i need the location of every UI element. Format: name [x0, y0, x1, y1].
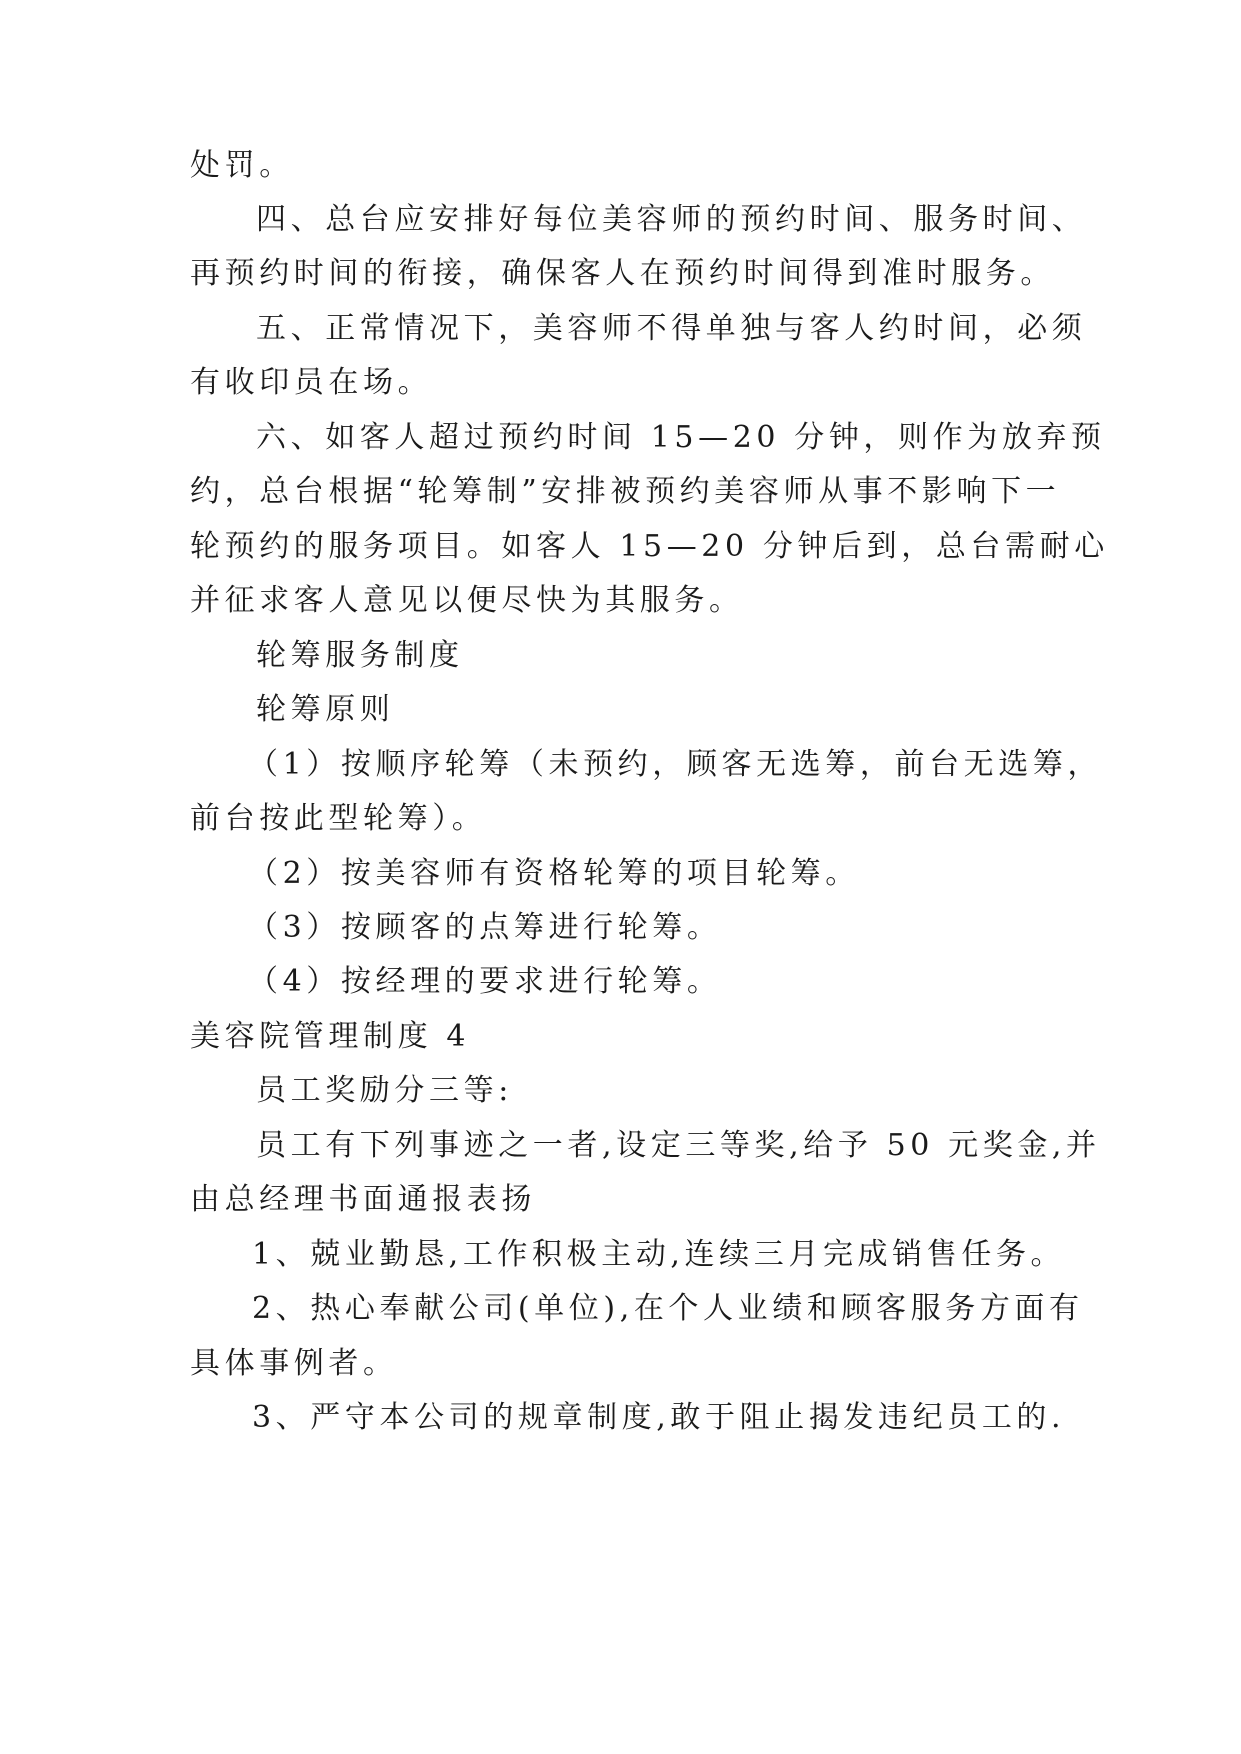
text-line-24: 3、严守本公司的规章制度,敢于阻止揭发违纪员工的. [252, 1400, 1066, 1435]
text-line-13: 前台按此型轮筹）。 [190, 801, 487, 836]
text-line-2: 四、总台应安排好每位美容师的预约时间、服务时间、 [256, 202, 1087, 237]
section-heading-rotation-service: 轮筹服务制度 [256, 638, 464, 673]
text-line-16: （4）按经理的要求进行轮筹。 [248, 964, 722, 999]
text-line-8: 轮预约的服务项目。如客人 15—20 分钟后到，总台需耐心 [190, 529, 1109, 564]
text-line-23: 具体事例者。 [190, 1346, 398, 1381]
section-heading-rotation-principle: 轮筹原则 [256, 692, 395, 727]
text-line-20: 由总经理书面通报表扬 [190, 1182, 536, 1217]
text-line-4: 五、正常情况下，美容师不得单独与客人约时间，必须 [256, 311, 1087, 346]
text-line-15: （3）按顾客的点筹进行轮筹。 [248, 910, 722, 945]
text-line-19: 员工有下列事迹之一者,设定三等奖,给予 50 元奖金,并 [256, 1128, 1101, 1163]
text-line-22: 2、热心奉献公司(单位),在个人业绩和顾客服务方面有 [252, 1291, 1084, 1326]
text-line-1: 处罚。 [190, 148, 294, 183]
text-line-18: 员工奖励分三等: [256, 1073, 513, 1108]
text-line-7: 约，总台根据“轮筹制”安排被预约美容师从事不影响下一 [190, 474, 1061, 509]
text-line-14: （2）按美容师有资格轮筹的项目轮筹。 [248, 856, 860, 891]
text-line-12: （1）按顺序轮筹（未预约，顾客无选筹，前台无选筹， [248, 747, 1103, 782]
text-line-9: 并征求客人意见以便尽快为其服务。 [190, 583, 744, 618]
text-line-5: 有收印员在场。 [190, 365, 433, 400]
text-line-6: 六、如客人超过预约时间 15—20 分钟，则作为放弃预 [256, 420, 1106, 455]
text-line-21: 1、兢业勤恳,工作积极主动,连续三月完成销售任务。 [252, 1237, 1066, 1272]
section-title-management-4: 美容院管理制度 4 [190, 1019, 471, 1054]
text-line-3: 再预约时间的衔接，确保客人在预约时间得到准时服务。 [190, 256, 1055, 291]
